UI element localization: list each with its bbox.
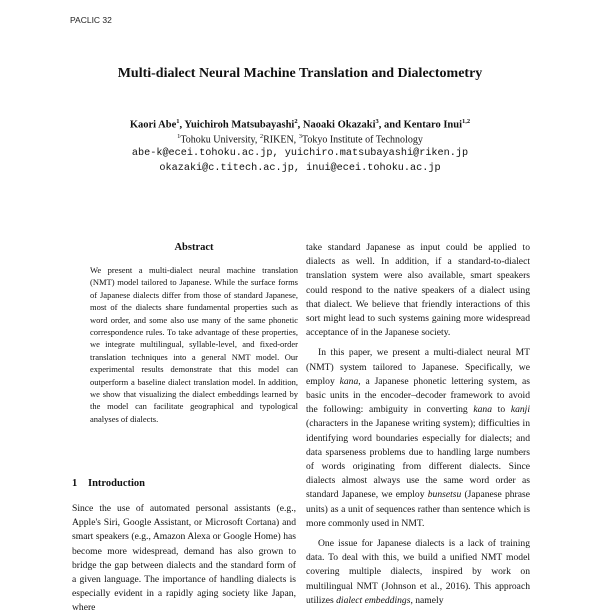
italic-term: bunsetsu — [427, 489, 462, 501]
email-line-2: okazaki@c.titech.ac.jp, inui@ecei.tohoku.ac.jp — [159, 163, 441, 174]
text-run: , namely — [410, 594, 444, 606]
author-separator: , and — [378, 119, 404, 131]
paragraph — [306, 537, 530, 608]
venue-header: PACLIC 32 — [70, 15, 112, 25]
author-list — [0, 118, 600, 131]
affiliation-superscript: 2 — [259, 133, 264, 140]
right-column — [306, 241, 530, 614]
paragraph — [306, 346, 530, 531]
author-name: Kaori Abe — [129, 119, 177, 131]
italic-term: kana — [473, 404, 493, 416]
author-name: Yuichiroh Matsubayashi — [184, 119, 295, 131]
affiliation-superscript: 3 — [298, 133, 302, 140]
author-name: Naoaki Okazaki — [302, 119, 376, 131]
text-run: , a Japanese phonetic lettering system, as basic units in the encoder–decoder framework to avoid the following: ambiguity in converting — [306, 375, 530, 416]
affiliation-name: RIKEN, — [263, 134, 299, 146]
italic-term: kanji — [510, 404, 530, 416]
email-line-1: abe-k@ecei.tohoku.ac.jp, yuichiro.matsubayashi@riken.jp — [131, 148, 469, 159]
text-run: to — [492, 404, 511, 416]
section-title: Introduction — [88, 478, 145, 489]
affiliation-superscript: 1 — [177, 133, 181, 140]
italic-term: dialect embeddings — [336, 594, 411, 606]
abstract-heading: Abstract — [174, 242, 214, 253]
text-run: (Japanese phrase units) as a unit of sequences rather than sentence which is more commonly used in NMT. — [306, 489, 530, 529]
section-number: 1 — [72, 478, 78, 489]
author-separator: , — [297, 119, 303, 131]
author-superscript: 1,2 — [462, 118, 471, 125]
introduction-text: Since the use of automated personal assistants (e.g., Apple's Siri, Google Assistant, or Microsoft Cortana) and smart speakers (e.g., Amazon Alexa or Google Home) has become more widespread, demand has also grown to bridge the gap between dialects and the standard form of a given language. The importance of handling dialects is especially evident in a rapidly aging society like Japan, where — [72, 503, 296, 614]
author-superscript: 2 — [294, 118, 298, 125]
author-superscript: 3 — [375, 118, 379, 125]
author-separator: , — [179, 119, 185, 131]
text-run: (characters in the Japanese writing system); difficulties in identifying word boundaries especially for dialects; and data sparseness problems due to handling large numbers of words originating from different dialects. Since dialects almost always use the same word order as standard Japanese, we employ — [306, 418, 530, 501]
italic-term: kana — [339, 375, 359, 387]
author-name: Kentaro Inui — [403, 119, 463, 131]
affiliation-name: Tokyo Institute of Technology — [301, 134, 423, 146]
abstract-text: We present a multi-dialect neural machine translation (NMT) model tailored to Japanese. While the surface forms of Japanese dialects differ from those of standard Japanese, most of the dialects share fundamental properties such as word order, and some also use many of the same phonetic correspondence rules. To take advantage of these properties, we integrate multilingual, syllable-level, and fixed-order translation techniques into a general NMT model. Our experimental results demonstrate that this model can outperform a baseline dialect translation model. In addition, we show that visualizing the dialect embeddings learned by the model can facilitate geographical and typological analyses of dialects. — [90, 265, 298, 424]
paragraph: take standard Japanese as input could be applied to dialects as well. In addition, if a standard-to-dialect translation system were also available, smart speakers could respond to the native speakers of a dialect using that dialect. We believe that friendly interactions of this sort might lead to such systems gaining more widespread acceptance of in the Japanese society. — [306, 242, 530, 339]
section-heading-introduction — [72, 478, 145, 489]
affiliation-name: Tohoku University, — [180, 134, 260, 146]
paper-title: Multi-dialect Neural Machine Translation and Dialectometry — [117, 66, 483, 81]
affiliations — [0, 133, 600, 145]
author-superscript: 1 — [176, 118, 180, 125]
text-run: One issue for Japanese dialects is a lack of training data. To deal with this, we build a unified NMT model covering multiple dialects, inspired by work on multilingual NMT (Johnson et al., 2016). This approach utilizes — [306, 538, 530, 606]
text-run: In this paper, we present a multi-dialect neural MT (NMT) system tailored to Japanese. Specifically, we employ — [306, 347, 530, 387]
